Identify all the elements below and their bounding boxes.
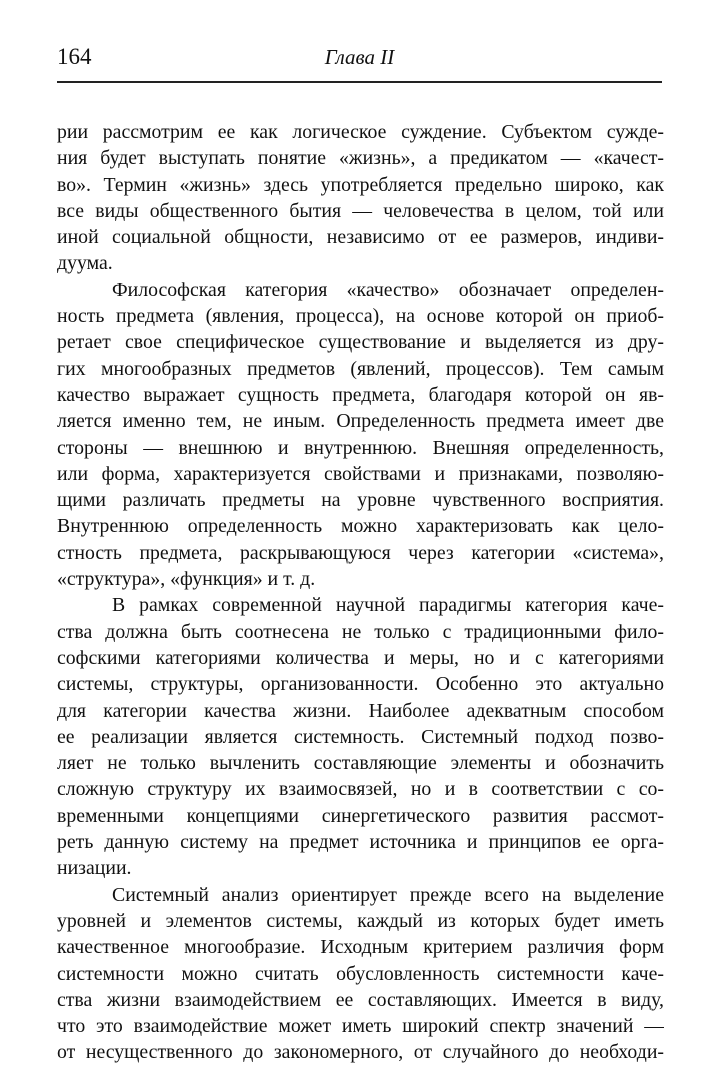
text-line: щими различать предметы на уровне чувственного восприятия.	[57, 489, 664, 512]
text-line: дуума.	[57, 252, 113, 275]
text-line: во». Термин «жизнь» здесь употребляется предельно широко, как	[57, 173, 664, 196]
text-line: или форма, характеризуется свойствами и признаками, позволяю-	[57, 462, 664, 485]
text-line: временными концепциями синергетического развития рассмот-	[57, 804, 664, 827]
text-line: ность предмета (явления, процесса), на основе которой он приоб-	[57, 305, 664, 328]
text-line: стность предмета, раскрывающуюся через категории «система»,	[57, 541, 664, 564]
text-line: ретает свое специфическое существование и выделяется из дру-	[57, 331, 664, 354]
paragraph	[57, 277, 664, 593]
text-line: Внутреннюю определенность можно характеризовать как цело-	[57, 515, 664, 538]
text-line: ния будет выступать понятие «жизнь», а предикатом — «качест-	[57, 147, 664, 170]
text-line: для категории качества жизни. Наиболее адекватным способом	[57, 699, 664, 722]
running-head	[57, 43, 662, 75]
paragraph	[57, 882, 664, 1066]
text-line: системы, структуры, организованности. Особенно это актуально	[57, 673, 664, 696]
body-text	[57, 119, 664, 1066]
text-line: реть данную систему на предмет источника и принципов ее орга-	[57, 831, 664, 854]
text-line: низации.	[57, 857, 132, 880]
page-number: 164	[57, 44, 92, 69]
text-line: стороны — внешнюю и внутреннюю. Внешняя определенность,	[57, 436, 664, 459]
text-line: В рамках современной научной парадигмы категория каче-	[112, 594, 664, 617]
text-line: ства жизни взаимодействием ее составляющих. Имеется в виду,	[57, 988, 664, 1011]
text-line: ее реализации является системность. Системный подход позво-	[57, 725, 664, 748]
text-line: ляется именно тем, не иным. Определенность предмета имеет две	[57, 410, 664, 433]
chapter-title: Глава II	[324, 45, 395, 69]
paragraph	[57, 592, 664, 881]
text-line: от несущественного до закономерного, от случайного до необходи-	[57, 1041, 664, 1064]
text-line: качество выражает сущность предмета, благодаря которой он яв-	[57, 383, 664, 406]
text-line: уровней и элементов системы, каждый из которых будет иметь	[57, 909, 664, 932]
text-line: ляет не только вычленить составляющие элементы и обозначить	[57, 752, 664, 775]
text-line: Системный анализ ориентирует прежде всего на выделение	[112, 883, 664, 906]
text-line: сложную структуру их взаимосвязей, но и в соответствии с со-	[57, 778, 664, 801]
text-line: качественное многообразие. Исходным критерием различия форм	[57, 936, 664, 959]
paragraph	[57, 119, 664, 277]
text-line: что это взаимодействие может иметь широкий спектр значений —	[57, 1015, 664, 1038]
text-line: рии рассмотрим ее как логическое суждение. Субъектом сужде-	[57, 121, 664, 143]
text-line: системности можно считать обусловленность системности каче-	[57, 962, 664, 985]
text-line: гих многообразных предметов (явлений, процессов). Тем самым	[57, 357, 664, 380]
header-rule	[57, 81, 662, 83]
text-line: иной социальной общности, независимо от ее размеров, индиви-	[57, 226, 664, 249]
text-line: «структура», «функция» и т. д.	[57, 568, 316, 591]
text-line: софскими категориями количества и меры, но и с категориями	[57, 646, 664, 669]
text-line: все виды общественного бытия — человечества в целом, той или	[57, 199, 664, 222]
text-line: ства должна быть соотнесена не только с традиционными фило-	[57, 620, 664, 643]
text-line: Философская категория «качество» обозначает определен-	[112, 278, 664, 301]
